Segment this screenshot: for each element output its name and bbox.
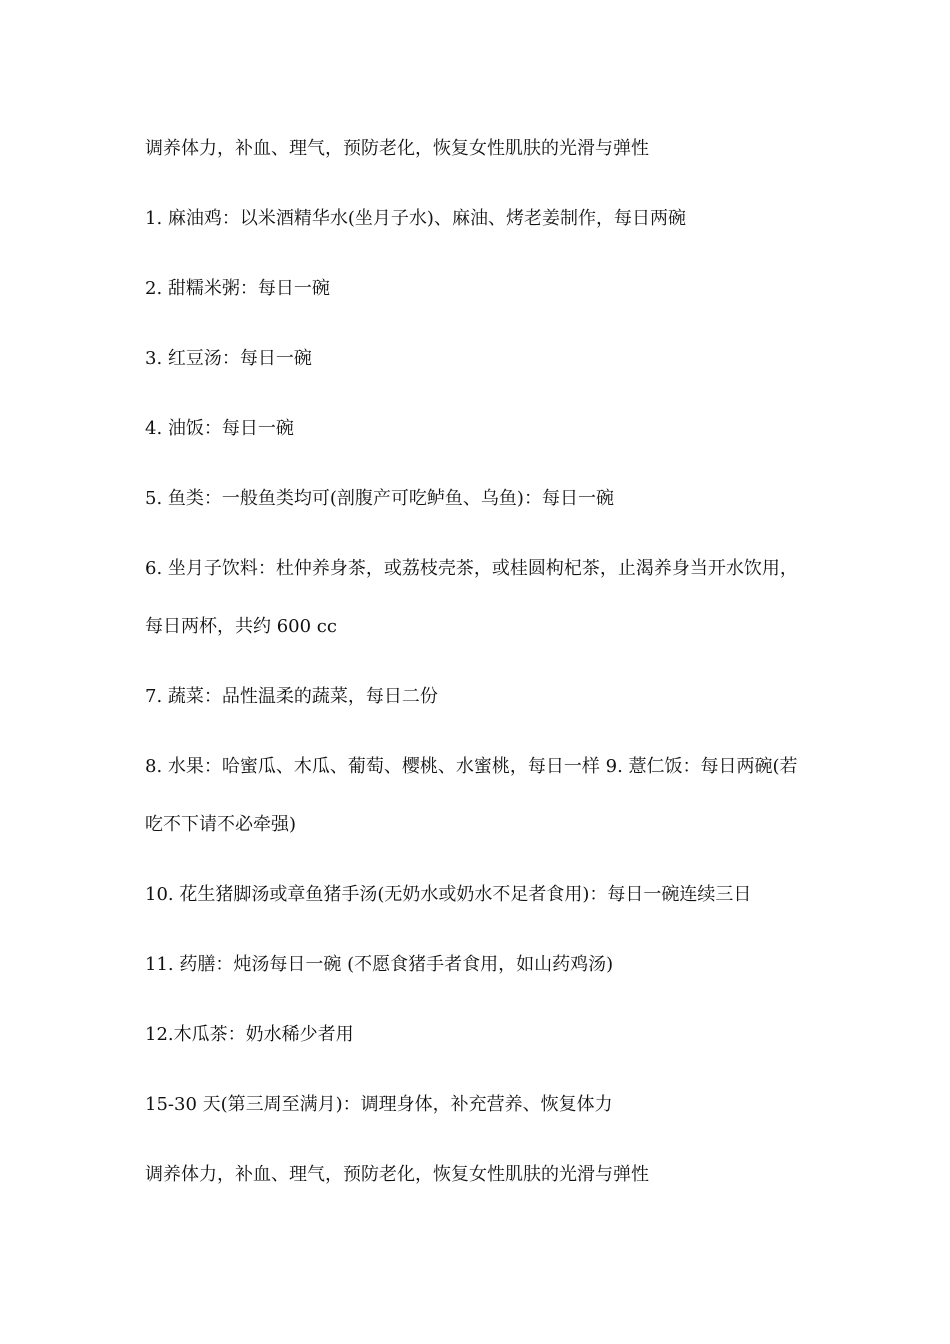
- list-item-fruit-and-barley-rice: 8. 水果：哈蜜瓜、木瓜、葡萄、樱桃、水蜜桃，每日一样 9. 薏仁饭：每日两碗(若吃不下请不必牵强): [145, 756, 798, 835]
- list-item-pork-trotter-soup: 10. 花生猪脚汤或章鱼猪手汤(无奶水或奶水不足者食用)：每日一碗连续三日: [145, 884, 752, 905]
- closing-paragraph: 调养体力，补血、理气，预防老化，恢复女性肌肤的光滑与弹性: [145, 1164, 649, 1185]
- list-item-papaya-tea: 12.木瓜茶：奶水稀少者用: [145, 1024, 354, 1045]
- list-item-medicinal-diet: 11. 药膳：炖汤每日一碗 (不愿食猪手者食用，如山药鸡汤): [145, 954, 614, 975]
- document-body: [145, 133, 815, 1229]
- intro-paragraph: 调养体力，补血、理气，预防老化，恢复女性肌肤的光滑与弹性: [145, 138, 649, 159]
- section-heading-day-15-30: 15-30 天(第三周至满月)：调理身体，补充营养、恢复体力: [145, 1094, 613, 1115]
- list-item-red-bean-soup: 3. 红豆汤：每日一碗: [145, 348, 312, 369]
- list-item-sweet-rice-porridge: 2. 甜糯米粥：每日一碗: [145, 278, 330, 299]
- list-item-oil-rice: 4. 油饭：每日一碗: [145, 418, 294, 439]
- list-item-drinks: 6. 坐月子饮料：杜仲养身茶，或荔枝壳茶，或桂圆枸杞茶，止渴养身当开水饮用，每日两杯，共约 600 cc: [145, 558, 798, 637]
- list-item-vegetables: 7. 蔬菜：品性温柔的蔬菜，每日二份: [145, 686, 438, 707]
- list-item-sesame-chicken: 1. 麻油鸡：以米酒精华水(坐月子水)、麻油、烤老姜制作，每日两碗: [145, 208, 686, 229]
- list-item-fish: 5. 鱼类：一般鱼类均可(剖腹产可吃鲈鱼、乌鱼)：每日一碗: [145, 488, 614, 509]
